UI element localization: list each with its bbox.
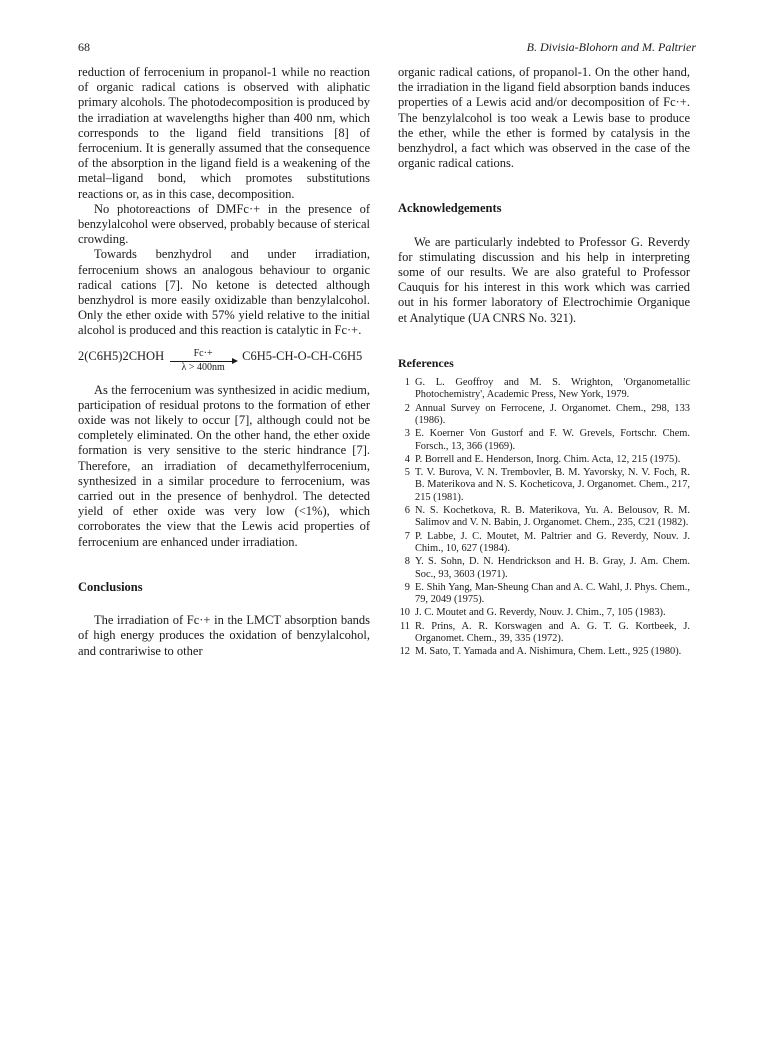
reaction-arrow	[170, 349, 236, 373]
reference-item	[398, 403, 690, 428]
reference-number: 6	[404, 505, 410, 517]
arrow-icon	[170, 361, 236, 362]
paragraph: reduction of ferrocenium in propanol-1 while no reaction of organic radical cations is observed with aliphatic primary alcohols. The photodecomposition is produced by the irradiation at wavelengths higher than 400 nm, which corresponds to the ligand field transitions [8] of ferrocenium. It is generally assumed that the consequence of the absorption in the ligand field is a weakening of the metal–ligand bond, which promotes substitutions reactions or, as in this case, decomposition.	[78, 65, 370, 201]
reference-item	[398, 582, 690, 607]
reference-number: 2	[404, 402, 410, 414]
reference-number: 10	[399, 607, 410, 619]
section-heading-acknowledgements: Acknowledgements	[398, 201, 502, 216]
reference-number: 12	[399, 646, 410, 658]
reaction-equation	[78, 349, 370, 373]
reference-text: Y. S. Sohn, D. N. Hendrickson and H. B. Gray, J. Am. Chem. Soc., 93, 3603 (1971).	[415, 556, 690, 580]
reference-text: P. Labbe, J. C. Moutet, M. Paltrier and G. Reverdy, Nouv. J. Chim., 10, 627 (1984).	[415, 530, 690, 554]
reference-number: 3	[404, 428, 410, 440]
acknowledgement-text: We are particularly indebted to Professor G. Reverdy for stimulating discussion and his help in interpreting some of our results. We are also grateful to Professor Cauquis for his interest in this work which was carried out in his former laboratory of Electrochimie Organique et Analytique (UA CNRS No. 321).	[398, 234, 690, 325]
equation-catalyst: Fc·+	[193, 347, 213, 359]
reference-item	[398, 505, 690, 530]
reference-item	[398, 377, 690, 402]
reference-text: E. Koerner Von Gustorf and F. W. Grevels, Fortschr. Chem. Forsch., 13, 366 (1969).	[415, 428, 690, 452]
reference-item	[398, 428, 690, 453]
equation-reactant: 2(C6H5)2CHOH	[78, 348, 165, 363]
reference-text: G. L. Geoffroy and M. S. Wrighton, 'Organometallic Photochemistry', Academic Press, New York, 1979.	[415, 377, 690, 401]
paragraph: As the ferrocenium was synthesized in acidic medium, participation of residual protons to the formation of ether oxide was not likely to occur [7], although could not be completely eliminated. On the other hand, the ether oxide formation is very sensitive to the steric hindrance [7]. Therefore, an irradiation of decamethylferrocenium, synthesized in a similar procedure to ferrocenium, was carried out in the presence of benhydrol. The detected yield of ether oxide was very low (<1%), which corroborates the view that the Lewis acid properties of ferrocenium are enhanced under irradiation.	[78, 382, 370, 549]
reference-text: N. S. Kochetkova, R. B. Materikova, Yu. A. Belousov, R. M. Salimov and V. N. Babin, J. Organomet. Chem., 235, C21 (1982).	[415, 505, 690, 529]
section-heading-conclusions: Conclusions	[78, 579, 143, 594]
paragraph: The irradiation of Fc·+ in the LMCT absorption bands of high energy produces the oxidation of benzylalcohol, and contrariwise to other	[78, 613, 370, 658]
reference-text: P. Borrell and E. Henderson, Inorg. Chim. Acta, 12, 215 (1975).	[415, 453, 681, 465]
reference-number: 11	[399, 620, 410, 632]
reference-text: R. Prins, A. R. Korswagen and A. G. T. G. Kortbeek, J. Organomet. Chem., 39, 335 (1972).	[415, 620, 690, 644]
right-column	[398, 65, 690, 660]
equation-product: C6H5-CH-O-CH-C6H5	[242, 348, 363, 363]
reference-number: 8	[404, 556, 410, 568]
reference-list	[398, 377, 690, 659]
reference-number: 1	[404, 377, 410, 389]
equation-condition: λ > 400nm	[181, 361, 225, 373]
reference-number: 9	[404, 581, 410, 593]
reference-item	[398, 607, 690, 619]
reference-item	[398, 556, 690, 581]
page-number: 68	[78, 40, 90, 54]
reference-number: 7	[404, 530, 410, 542]
reference-item	[398, 621, 690, 646]
paragraph: No photoreactions of DMFc·+ in the presence of benzylalcohol were observed, probably because of sterical crowding.	[78, 201, 370, 247]
left-column	[78, 65, 370, 659]
reference-text: M. Sato, T. Yamada and A. Nishimura, Chem. Lett., 925 (1980).	[415, 646, 682, 658]
reference-text: T. V. Burova, V. N. Trembovler, B. M. Yavorsky, N. V. Foch, R. B. Materikova and N. S. Kocheticova, J. Organomet. Chem., 217, 215 (1981).	[415, 467, 690, 503]
reference-number: 4	[404, 453, 410, 465]
reference-number: 5	[404, 467, 410, 479]
reference-item	[398, 531, 690, 556]
reference-text: Annual Survey on Ferrocene, J. Organomet. Chem., 298, 133 (1986).	[415, 402, 690, 426]
section-heading-references: References	[398, 355, 454, 370]
reference-item	[398, 454, 690, 466]
reference-text: J. C. Moutet and G. Reverdy, Nouv. J. Chim., 7, 105 (1983).	[415, 607, 666, 619]
running-header-authors: B. Divisia-Blohorn and M. Paltrier	[526, 40, 696, 54]
reference-item	[398, 646, 690, 658]
reference-item	[398, 467, 690, 504]
paragraph: Towards benzhydrol and under irradiation, ferrocenium shows an analogous behaviour to organic radical cations [7]. No ketone is detected although benzhydrol is more easily oxidizable than benzylalcohol. Only the ether oxide with 57% yield relative to the initial alcohol is produced and this reaction is catalytic in Fc·+.	[78, 247, 370, 338]
paragraph: organic radical cations, of propanol-1. On the other hand, the irradiation in the ligand field absorption bands induces properties of a Lewis acid and/or decomposition of Fc·+. The benzylalcohol is too weak a Lewis base to produce the ether, while the ether is formed by catalysis in the benzhydrol, a fact which was observed in the case of the organic radical cations.	[398, 65, 690, 171]
reference-text: E. Shih Yang, Man-Sheung Chan and A. C. Wahl, J. Phys. Chem., 79, 2049 (1975).	[415, 581, 690, 606]
